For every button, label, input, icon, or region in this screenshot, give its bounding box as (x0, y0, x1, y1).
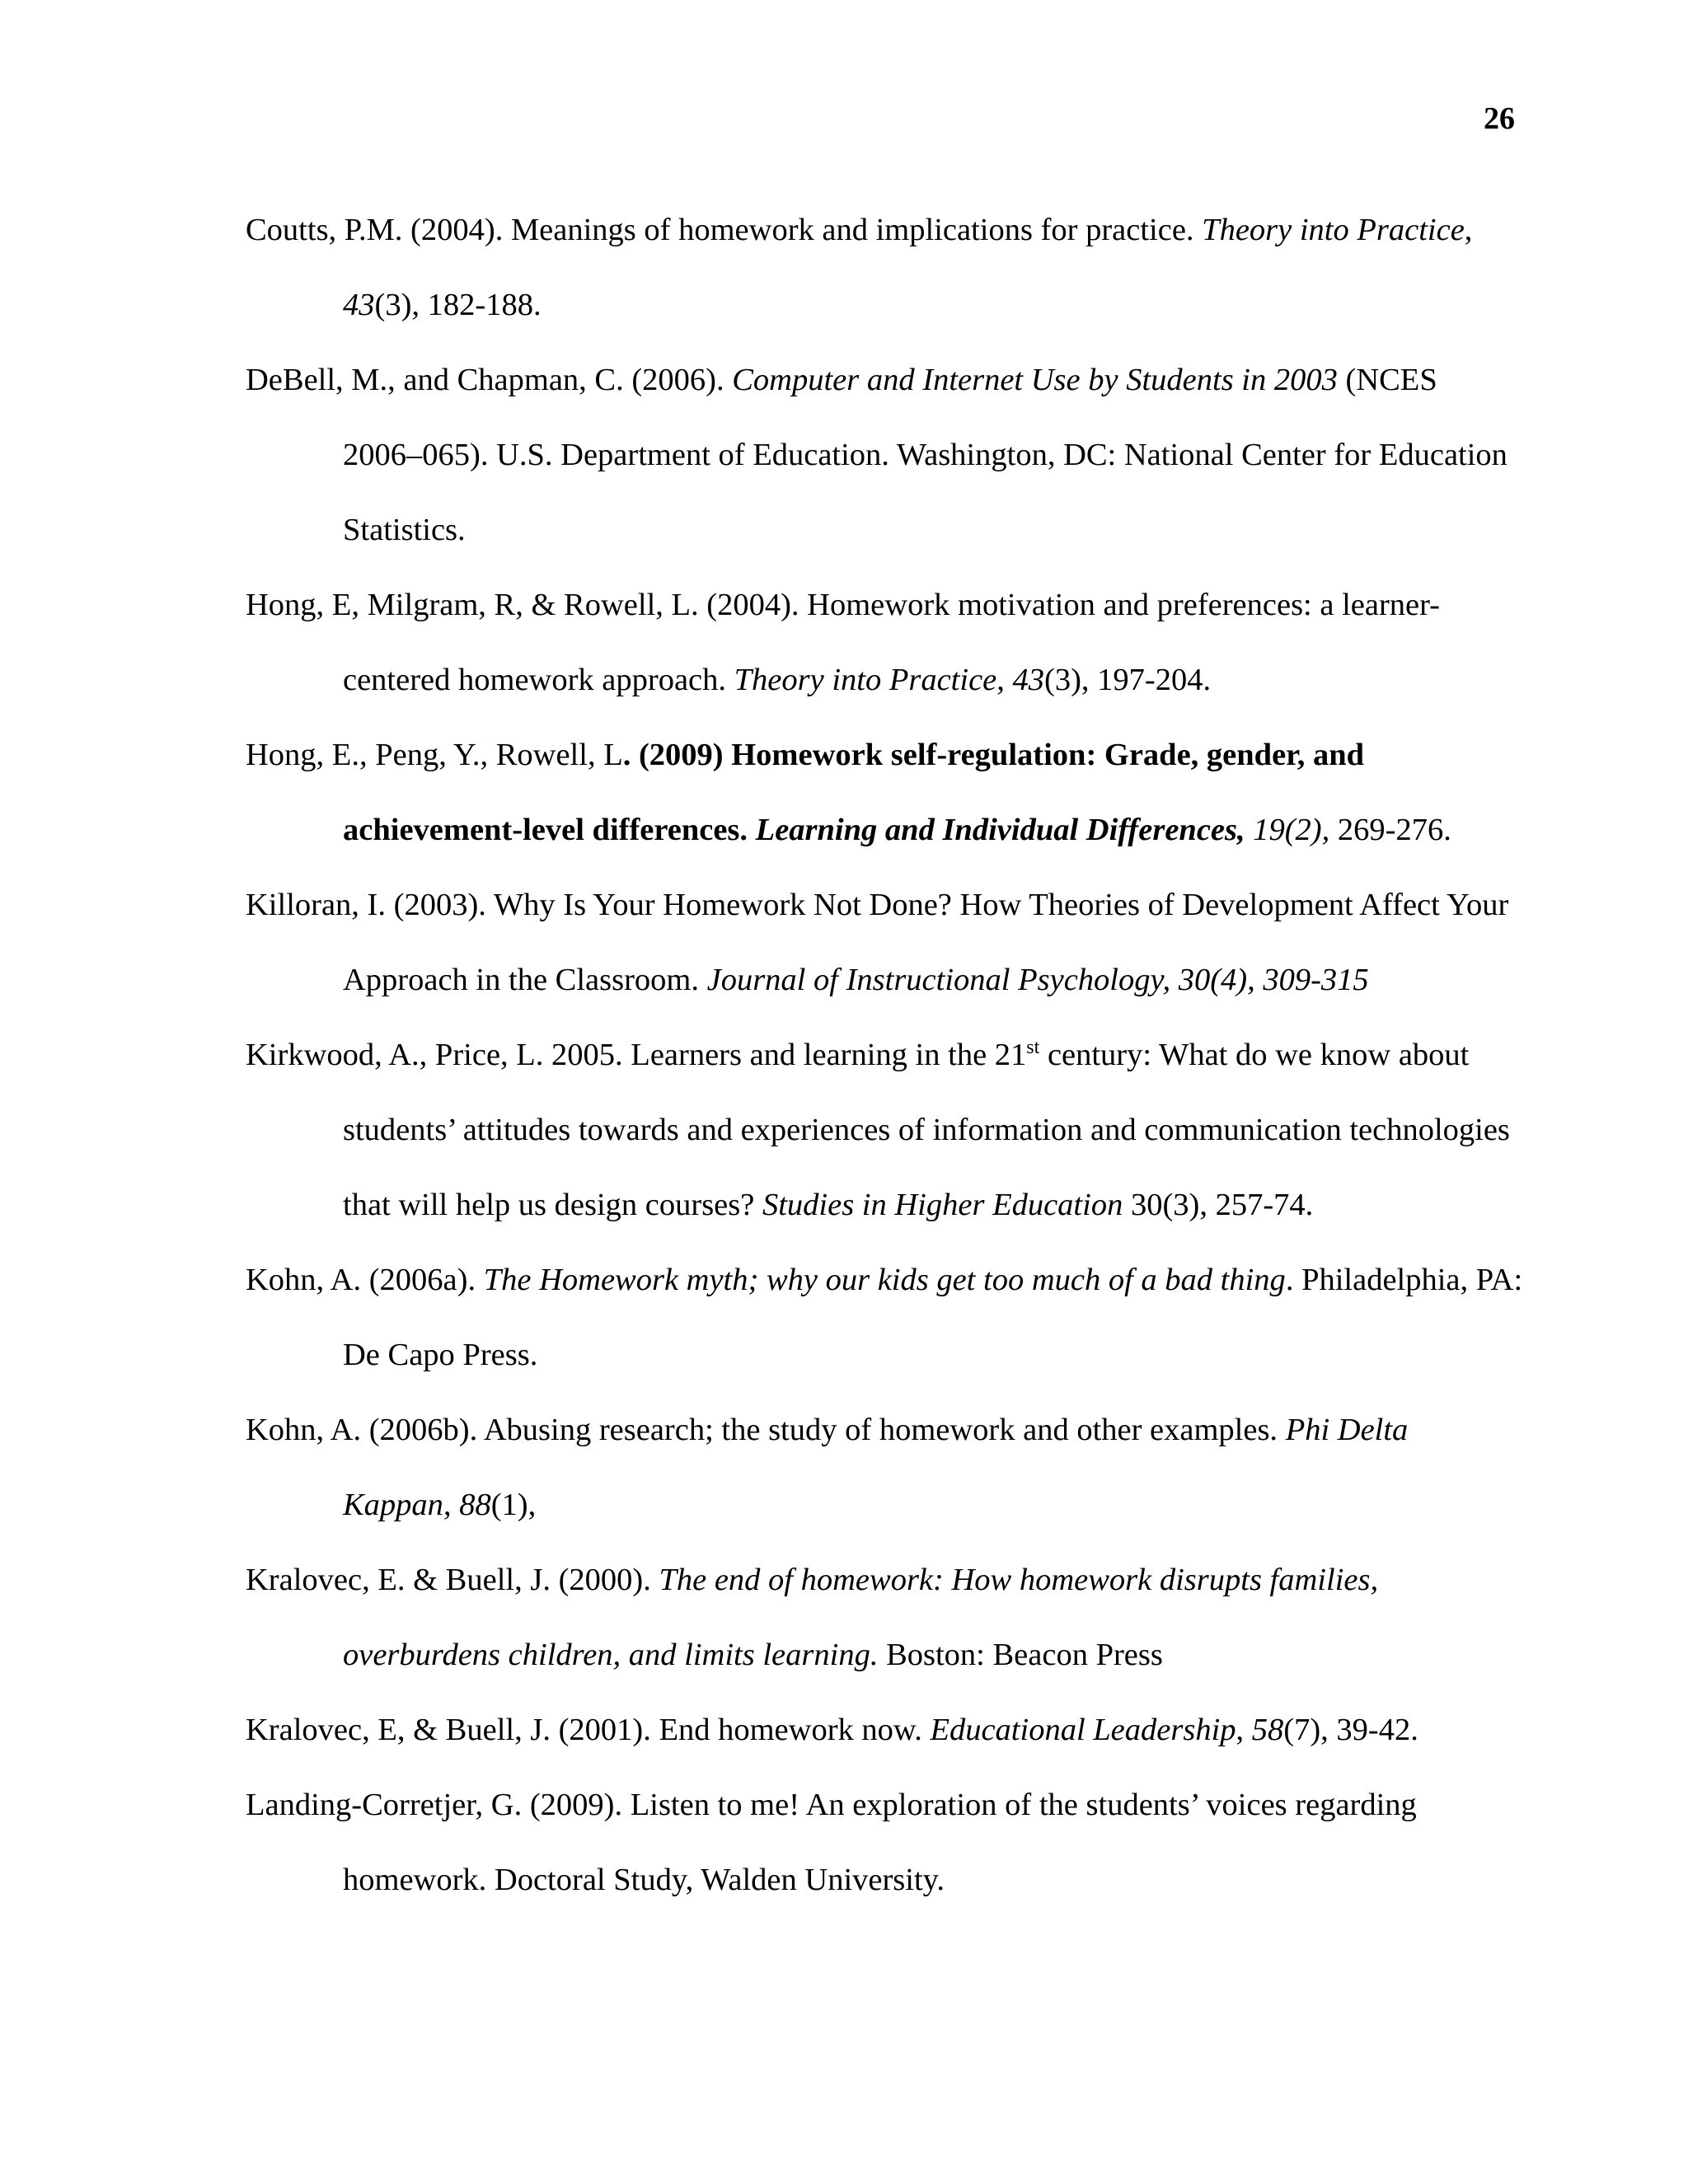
reference-text-segment: . (2009) Homework self-regulation: Grade, gender, and achievement-level differences. (343, 738, 1365, 847)
reference-text-segment: Kralovec, E. & Buell, J. (2000). (246, 1563, 659, 1597)
reference-text-segment: The Homework myth; why our kids get too much of a bad thing (483, 1263, 1286, 1297)
reference-entry (246, 718, 1523, 868)
reference-text-segment: Kohn, A. (2006a). (246, 1263, 484, 1297)
reference-text-segment: Kralovec, E, & Buell, J. (2001). End homework now. (246, 1713, 931, 1747)
reference-text-segment: Computer and Internet Use by Students in 2003 (732, 363, 1338, 397)
reference-text-segment: 19(2), (1245, 813, 1330, 847)
reference-text-segment: (NCES 2006–065). U.S. Department of Education. Washington, DC: National Center for Education Statistics. (343, 363, 1507, 547)
reference-list (246, 193, 1523, 1918)
reference-text-segment: (7), 39-42. (1283, 1713, 1418, 1747)
reference-entry (246, 1393, 1523, 1543)
reference-text-segment: 30(3), 257-74. (1123, 1188, 1314, 1222)
reference-text-segment: Journal of Instructional Psychology, 30(4), 309-315 (706, 963, 1369, 997)
reference-entry (246, 1543, 1523, 1693)
reference-text-segment: . Philadelphia, PA: De Capo Press. (343, 1263, 1523, 1372)
reference-text-segment: , (1464, 213, 1473, 247)
reference-text-segment: Studies in Higher Education (762, 1188, 1123, 1222)
reference-text-segment: 43 (1012, 663, 1044, 697)
reference-text-segment: Learning and Individual Differences, (755, 813, 1245, 847)
reference-text-segment: 269-276. (1329, 813, 1451, 847)
reference-text-segment: Boston: Beacon Press (878, 1638, 1163, 1672)
reference-text-segment: Kirkwood, A., Price, L. 2005. Learners and learning in the 21 (246, 1038, 1027, 1072)
reference-text-segment: Hong, E, Milgram, R, & Rowell, L. (2004). Homework motivation and preferences: a learner-centered homework approach. (246, 588, 1440, 697)
reference-text-segment: Hong, E., Peng, Y., Rowell, L (246, 738, 623, 772)
reference-text-segment: (1), (490, 1488, 537, 1522)
reference-text-segment: Phi Delta Kappan (343, 1413, 1409, 1522)
reference-entry (246, 193, 1523, 343)
reference-text-segment: (3), 197-204. (1044, 663, 1212, 697)
reference-text-segment: Theory into Practice (734, 663, 997, 697)
reference-text-segment: 88 (459, 1488, 491, 1522)
reference-text-segment: (3), 182-188. (374, 288, 542, 322)
reference-text-segment: 58 (1251, 1713, 1284, 1747)
reference-entry (246, 868, 1523, 1018)
reference-entry (246, 343, 1523, 568)
reference-text-segment: st (1026, 1037, 1040, 1058)
reference-text-segment: Kohn, A. (2006b). Abusing research; the study of homework and other examples. (246, 1413, 1286, 1447)
reference-text-segment: Killoran, I. (2003). Why Is Your Homework Not Done? How Theories of Development Affect Your Approach in the Classroom. (246, 888, 1509, 997)
reference-text-segment: Theory into Practice (1202, 213, 1465, 247)
reference-entry (246, 568, 1523, 718)
reference-entry (246, 1243, 1523, 1393)
page-number: 26 (1484, 101, 1515, 136)
reference-entry (246, 1768, 1523, 1918)
reference-text-segment: , (1236, 1713, 1252, 1747)
reference-text-segment: Landing-Corretjer, G. (2009). Listen to me! An exploration of the students’ voices regarding homework. Doctoral Study, Walden University. (246, 1788, 1417, 1897)
reference-text-segment: , (996, 663, 1013, 697)
reference-text-segment: 43 (343, 288, 375, 322)
reference-entry (246, 1018, 1523, 1243)
reference-text-segment: century: What do we know about students’ attitudes towards and experiences of information and communication technologies that will help us design courses? (343, 1038, 1510, 1222)
reference-text-segment: Educational Leadership (930, 1713, 1236, 1747)
reference-text-segment: Coutts, P.M. (2004). Meanings of homework and implications for practice. (246, 213, 1203, 247)
reference-text-segment: , (443, 1488, 460, 1522)
reference-text-segment: The end of homework: How homework disrupts families, overburdens children, and limits learning. (343, 1563, 1379, 1672)
reference-text-segment: DeBell, M., and Chapman, C. (2006). (246, 363, 733, 397)
reference-entry (246, 1693, 1523, 1768)
